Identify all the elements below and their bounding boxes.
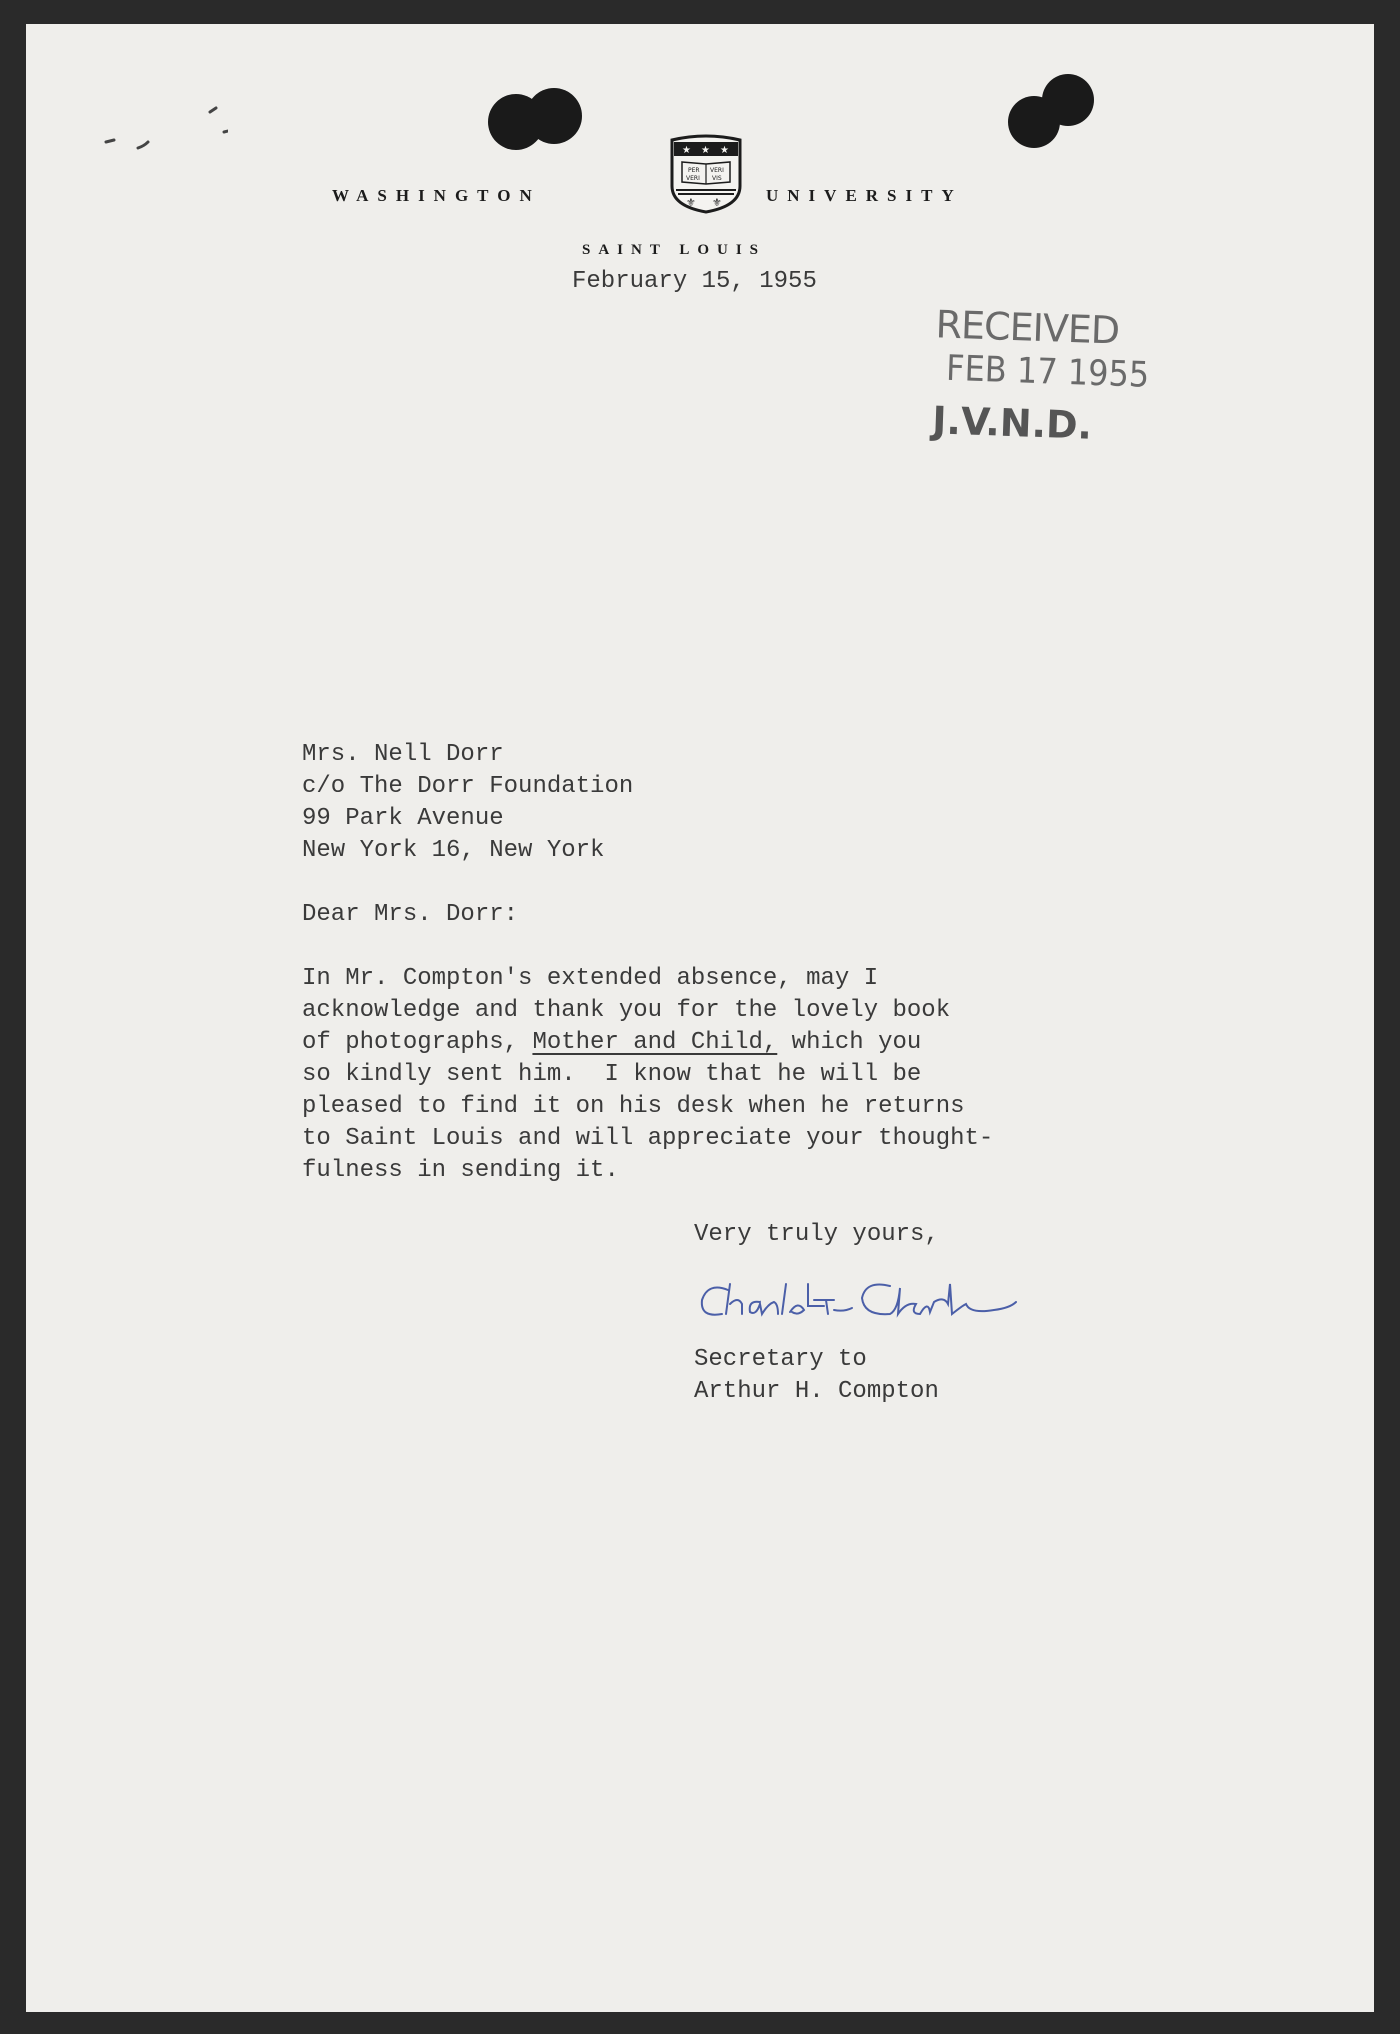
svg-text:★: ★ [701, 145, 710, 156]
seal-text: VIS [712, 175, 722, 182]
body-line: to Saint Louis and will appreciate your thought- [302, 1125, 994, 1152]
address-line: New York 16, New York [302, 837, 605, 864]
letter-date: February 15, 1955 [572, 268, 817, 295]
body-line: In Mr. Compton's extended absence, may I [302, 965, 879, 992]
svg-text:★: ★ [720, 145, 729, 156]
letterhead-university: UNIVERSITY [766, 186, 963, 205]
received-stamp [932, 302, 1152, 449]
signature-name: Arthur H. Compton [694, 1378, 939, 1405]
stamp-initials: J.V.N.D. [931, 398, 1093, 448]
letter-page [26, 24, 1374, 2012]
signature-title: Secretary to [694, 1346, 867, 1373]
punch-hole [1042, 74, 1094, 126]
closing: Very truly yours, [694, 1221, 939, 1248]
body-line [302, 1027, 921, 1059]
handwritten-signature [694, 1274, 1054, 1334]
letterhead-washington: WASHINGTON [332, 186, 541, 205]
salutation: Dear Mrs. Dorr: [302, 901, 519, 928]
address-line: c/o The Dorr Foundation [302, 773, 634, 800]
svg-text:⚜: ⚜ [686, 196, 696, 209]
svg-text:⚜: ⚜ [712, 196, 722, 209]
body-line: fulness in sending it. [302, 1157, 619, 1184]
seal-text: VERI [686, 175, 700, 182]
address-line: Mrs. Nell Dorr [302, 741, 504, 768]
body-text: of photographs, [302, 1029, 533, 1056]
university-seal-icon [668, 134, 744, 214]
body-text: which you [777, 1029, 922, 1056]
body-line: so kindly sent him. I know that he will be [302, 1061, 922, 1088]
address-line: 99 Park Avenue [302, 805, 504, 832]
stamp-date: FEB 17 1955 [945, 346, 1150, 396]
letterhead-saint-louis: SAINT LOUIS [582, 242, 767, 258]
body-line: acknowledge and thank you for the lovely book [302, 997, 951, 1024]
stamp-received: RECEIVED [934, 302, 1120, 353]
punch-hole [526, 88, 582, 144]
pencil-marks [98, 100, 228, 160]
seal-text: PER [688, 167, 700, 174]
book-title: Mother and Child, [532, 1029, 778, 1056]
seal-text: VERI [710, 167, 724, 174]
body-line: pleased to find it on his desk when he returns [302, 1093, 965, 1120]
svg-text:★: ★ [682, 145, 691, 156]
